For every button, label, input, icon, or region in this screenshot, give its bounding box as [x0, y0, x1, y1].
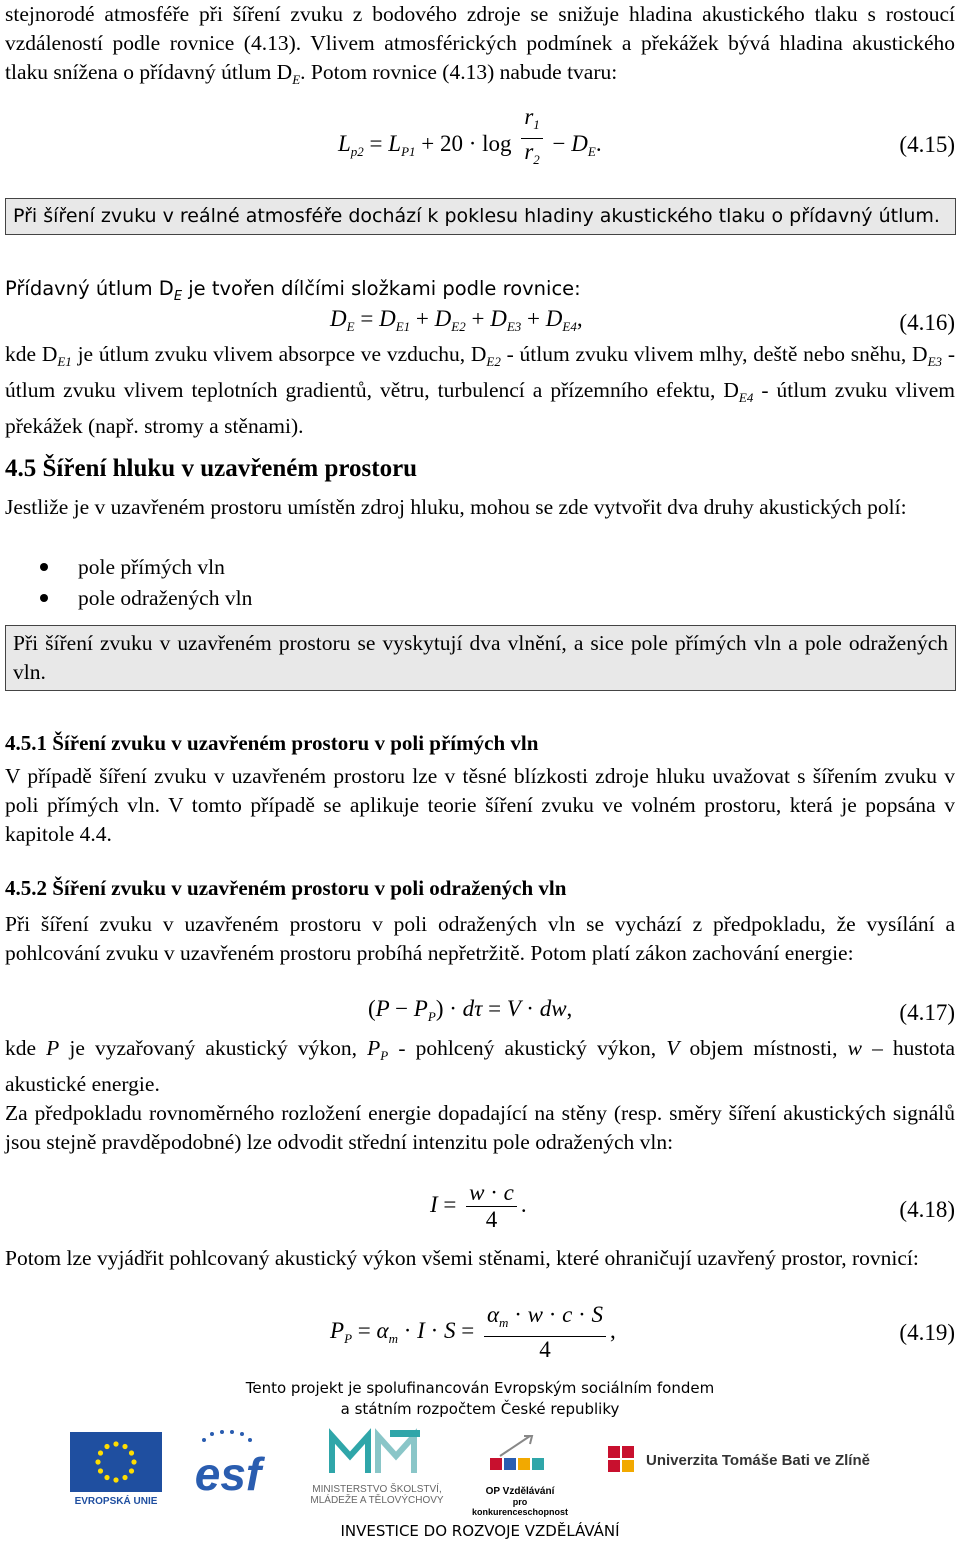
msmt-label-2: MLÁDEŽE A TĚLOVÝCHOVY [310, 1495, 444, 1506]
esf-icon [178, 1428, 278, 1500]
eq-number-4-19: (4.19) [899, 1320, 955, 1345]
equation-4-16: $D_E = D_{E1} + D_{E2} + D_{E3} + D_{E4}$, (4.16) [330, 306, 955, 335]
list-item: pole odražených vln [40, 583, 252, 614]
eq-number-4-16: (4.16) [899, 310, 955, 335]
op-label-2: pro konkurenceschopnost [471, 1497, 569, 1517]
p16-desc-s1: E1 [57, 354, 72, 369]
highlight-box-2 [5, 625, 956, 691]
msmt-logo [292, 1428, 462, 1506]
op-logo [470, 1432, 570, 1517]
heading-4-5: 4.5 Šíření hluku v uzavřeném prostoru [5, 455, 418, 482]
p451-text: V případě šíření zvuku v uzavřeném prostoru lze v těsné blízkosti zdroje hluku uvažovat s šířením zvuku v poli přímých vln. V tomto případě se aplikuje teorie šíření zvuku ve volném prostoru, která je popsána v kapitole 4.4. [5, 764, 955, 846]
heading-4-5-1: 4.5.1 Šíření zvuku v uzavřeném prostoru v poli přímých vln [5, 731, 539, 755]
utb-logo [606, 1444, 876, 1484]
utb-label: Univerzita Tomáše Bati ve Zlíně [646, 1452, 870, 1469]
footer-bottom-text: INVESTICE DO ROZVOJE VZDĚLÁVÁNÍ [340, 1522, 620, 1540]
p17-v3: V [666, 1036, 680, 1060]
bullet-list [40, 552, 252, 614]
p16-desc-s3: E3 [927, 354, 943, 369]
box2-text: Při šíření zvuku v uzavřeném prostoru se vyskytují dva vlnění, a sice pole přímých vln a pole odražených vln. [13, 631, 948, 684]
p17-t3: - pohlcený akustický výkon, [388, 1036, 667, 1060]
p45-text: Jestliže je v uzavřeném prostoru umístěn zdroj hluku, mohou se zde vytvořit dva druhy akustických polí: [5, 495, 907, 519]
paragraph-4-17-desc [5, 1034, 955, 1157]
footer-funding-text [0, 1378, 960, 1420]
p452-text: Při šíření zvuku v uzavřeném prostoru v poli odražených vln se vychází z předpokladu, že vysílání a pohlcování zvuku v uzavřeném prostoru probíhá nepřetržitě. Potom platí zákon zachování energie: [5, 912, 955, 965]
equation-4-15: $L_{p2} = L_{P1} + 20 \cdot \log$ $\frac{r_1}{r_2}$ − $D_E$. (4.15) [338, 104, 955, 167]
p16-desc-t2: je útlum zvuku vlivem absorpce ve vzduchu, D [71, 342, 487, 366]
eq-number-4-18: (4.18) [899, 1197, 955, 1222]
eu-label: EVROPSKÁ UNIE [74, 1496, 158, 1507]
esf-logo [178, 1428, 278, 1500]
p17-v2: P [367, 1036, 381, 1060]
box1-text: Při šíření zvuku v reálné atmosféře dochází k poklesu hladiny akustického tlaku o přídavný útlum. [13, 205, 940, 227]
utb-icon [606, 1444, 638, 1478]
p17-t2: je vyzařovaný akustický výkon, [59, 1036, 368, 1060]
paragraph-4-19-intro [5, 1244, 955, 1273]
p16-desc-t5: - útlum zvuku vlivem překážek (např. stromy a stěnami). [5, 378, 955, 438]
p16-desc-s4: E4 [738, 390, 754, 405]
p16-desc-t3: - útlum zvuku vlivem mlhy, deště nebo sněhu, D [500, 342, 928, 366]
equation-4-17: $(P - P_P) \cdot d\tau = V$ · dw, (4.17) [368, 996, 955, 1025]
p17-v4: w [847, 1036, 862, 1060]
p17b-text: Za předpokladu rovnoměrného rozložení energie dopadající na stěny (resp. směry šíření akustických signálů jsou stejně pravděpodobné) lze odvodit střední intenzitu pole odražených vln: [5, 1101, 955, 1154]
p17-t5: – hustota akustické energie. [5, 1036, 956, 1096]
p16-desc-t4: - útlum zvuku vlivem teplotních gradientů, větru, turbulencí a přízemního efektu, D [5, 342, 955, 402]
paragraph-4-5 [5, 493, 955, 522]
msmt-label-1: MINISTERSTVO ŠKOLSTVÍ, [312, 1484, 442, 1495]
highlight-box-1 [5, 198, 956, 235]
svg-text:esf: esf [194, 1448, 262, 1500]
eu-logo [70, 1432, 162, 1492]
p16-b: je tvořen dílčími složkami podle rovnice: [182, 277, 581, 300]
eq-number-4-15: (4.15) [899, 132, 955, 157]
equation-4-18: I = $\frac{w \cdot c}{4}$ . (4.18) [430, 1180, 955, 1232]
op-icon [470, 1432, 570, 1480]
p16-desc-s2: E2 [486, 354, 501, 369]
equation-4-19: $P_P = \alpha_m \cdot I \cdot S$ = $\frac{\alpha_m \cdot w \cdot c \cdot S}{4}$ , (4.19) [330, 1302, 955, 1362]
intro-text: stejnorodé atmosféře při šíření zvuku z bodového zdroje se snižuje hladina akustického tlaku s rostoucí vzdáleností podle rovnice (4.13). Vlivem atmosférických podmínek a překážek bývá hladina akustického tlaku snížena o přídavný útlum D [5, 2, 955, 84]
p16-desc-t1: kde D [5, 342, 58, 366]
paragraph-4-5-2 [5, 910, 955, 968]
intro-end: . Potom rovnice (4.13) nabude tvaru: [300, 60, 618, 84]
op-label-1: OP Vzdělávání [485, 1486, 555, 1497]
paragraph-4-5-1 [5, 762, 955, 849]
p16-a: Přídavný útlum D [5, 277, 174, 300]
p17-v1: P [46, 1036, 60, 1060]
footer-line-1: Tento projekt je spolufinancován Evropským sociálním fondem [245, 1379, 715, 1397]
eu-stars-icon [70, 1432, 162, 1492]
paragraph-4-16-intro: Přídavný útlum $D_E$ je tvořen dílčími složkami podle rovnice: [5, 277, 581, 304]
intro-sub: E [292, 72, 301, 87]
p17-t1: kde [5, 1036, 47, 1060]
intro-paragraph [5, 0, 955, 94]
eq-number-4-17: (4.17) [899, 1000, 955, 1025]
footer-line-2: a státním rozpočtem České republiky [340, 1400, 620, 1418]
msmt-icon [292, 1428, 462, 1478]
paragraph-4-16-desc [5, 340, 955, 441]
p19-text: Potom lze vyjádřit pohlcovaný akustický výkon všemi stěnami, které ohraničují uzavřený prostor, rovnicí: [5, 1246, 919, 1270]
p17-t4: objem místnosti, [679, 1036, 848, 1060]
p17-s2: P [380, 1048, 389, 1063]
list-item: pole přímých vln [40, 552, 252, 583]
heading-4-5-2: 4.5.2 Šíření zvuku v uzavřeném prostoru v poli odražených vln [5, 876, 567, 900]
